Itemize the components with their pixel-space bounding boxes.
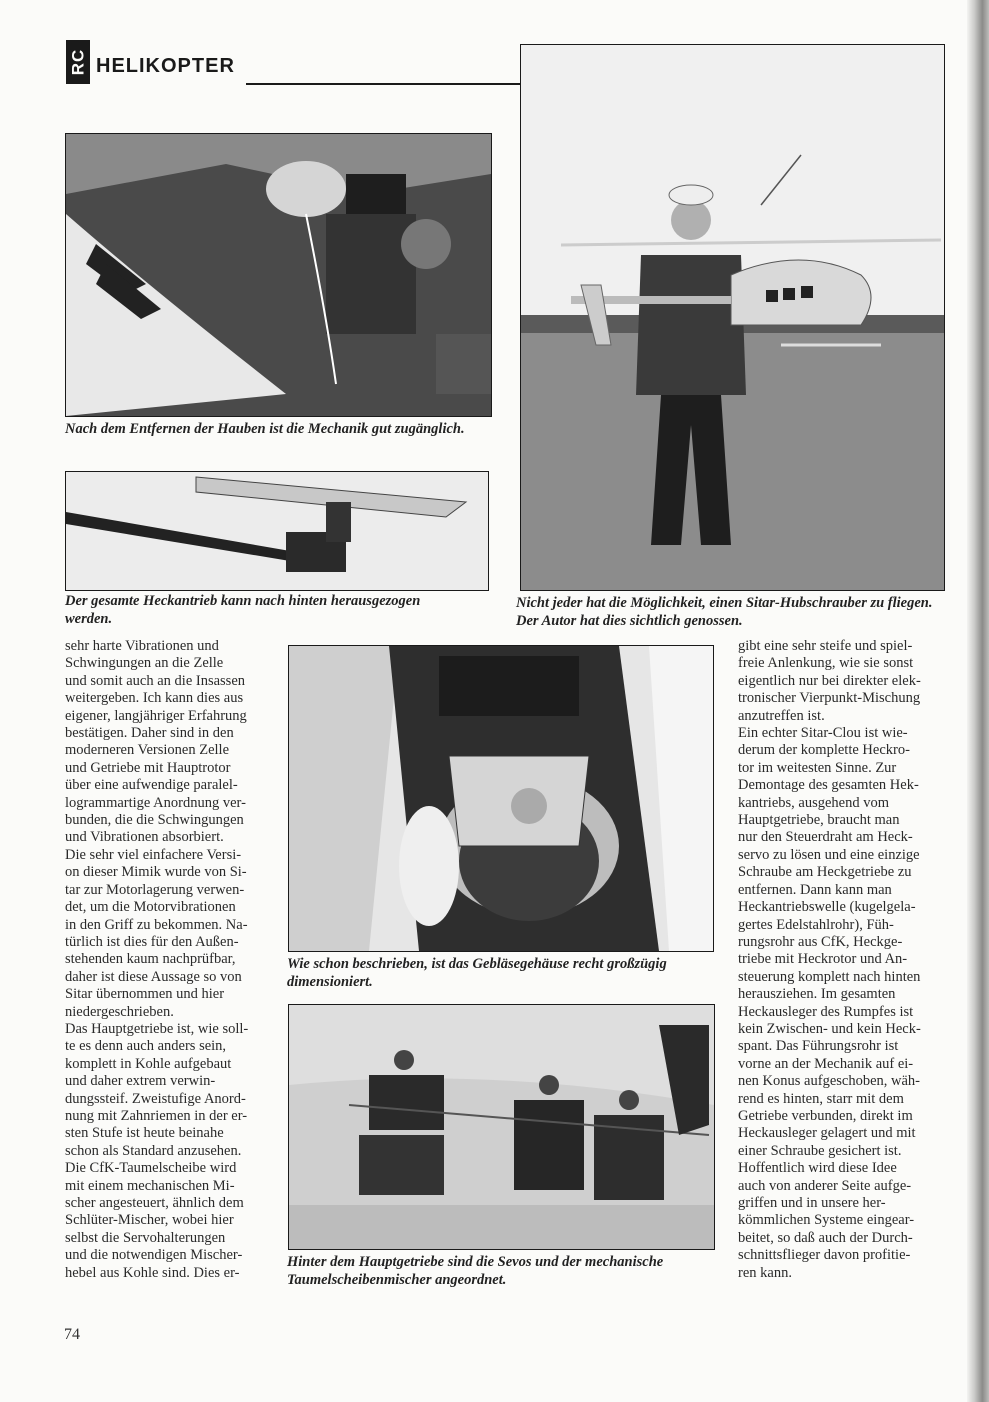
rc-logo-text: RC xyxy=(68,48,87,76)
page-number: 74 xyxy=(64,1326,80,1343)
text-column-left: sehr harte Vibrationen und Schwingungen an die Zelle und somit auch an die Insassen weitergeben. Ich kann dies aus eigener, langjähriger Erfahrung bestätigen. Daher sind in den moderneren Versionen Zelle und Getriebe mit Hauptrotor über eine aufwendige paralel- logrammartige Anordnung ver- bunden, die die Schwingungen und Vibrationen absorbiert. Die sehr viel einfachere Versi- on dieser Mimik wurde von Si- tar zur Motorlagerung verwen- det, um die Motorvibrationen in den Griff zu bekommen. Na- türlich ist dies für den Außen- stehenden kaum nachprüfbar, daher ist diese Aussage so von Sitar übernommen und hier niedergeschrieben. Das Hauptgetriebe ist, wie soll- te es denn auch anders sein, komplett in Kohle aufgebaut und daher extrem verwin- dungssteif. Zweistufige Anord- nung mit Zahnriemen in der er- sten Stufe ist heute beinahe schon als Standard anzusehen. Die CfK-Taumelscheibe wird mit einem mechanischen Mi- scher angesteuert, ähnlich dem Schlüter-Mischer, wobei hier selbst die Servohalterungen und die notwendigen Mischer- hebel aus Kohle sind. Dies er- xyxy=(65,638,249,1281)
page-binding-edge xyxy=(967,0,989,1402)
rc-logo xyxy=(66,40,90,84)
caption-photo2: Der gesamte Heckantrieb kann nach hinten herausgezogen werden. xyxy=(65,593,421,627)
caption-photo1: Nach dem Entfernen der Hauben ist die Mechanik gut zugänglich. xyxy=(65,421,465,437)
photo-blower-housing xyxy=(288,645,714,952)
photo-servos-mixer xyxy=(288,1004,715,1250)
photo-tail-drive xyxy=(65,471,489,591)
photo-pilot-helicopter xyxy=(520,44,945,591)
header-rule xyxy=(246,83,520,85)
caption-photo4: Wie schon beschrieben, ist das Gebläsegehäuse recht großzügig dimensioniert. xyxy=(287,956,667,990)
section-title: HELIKOPTER xyxy=(96,55,235,77)
caption-photo5: Hinter dem Hauptgetriebe sind die Sevos und der mechanische Taumelscheibenmischer angeordnet. xyxy=(287,1254,664,1288)
caption-photo3: Nicht jeder hat die Möglichkeit, einen Sitar-Hubschrauber zu fliegen. Der Autor hat dies sichtlich genossen. xyxy=(516,595,933,629)
text-column-right: gibt eine sehr steife und spiel- freie Anlenkung, wie sie sonst eigentlich nur bei direkter elek- tronischer Vierpunkt-Mischung anzutreffen ist. Ein echter Sitar-Clou ist wie- derum der komplette Heckro- tor im weitesten Sinne. Zur Demontage des gesamten Hek- kantriebs, ausgehend vom Hauptgetriebe, braucht man nur den Steuerdraht am Heck- servo zu lösen und eine einzige Schraube am Heckgetriebe zu entfernen. Dann kann man Heckantriebswelle (kugelgela- gertes Edelstahlrohr), Füh- rungsrohr aus CfK, Heckge- triebe mit Heckrotor und An- steuerung komplett nach hinten herausziehen. Im gesamten Heckausleger des Rumpfes ist kein Zwischen- und kein Heck- spant. Das Führungsrohr ist vorne an der Mechanik auf ei- nen Konus aufgeschoben, wäh- rend es hinten, starr mit dem Getriebe verbunden, direkt im Heckausleger gelagert und mit einer Schraube gesichert ist. Hoffentlich wird diese Idee auch von anderer Seite aufge- griffen und in unsere her- kömmlichen Systeme eingear- beitet, so daß auch der Durch- schnittsflieger davon profitie- ren kann. xyxy=(738,638,921,1281)
photo-mechanics xyxy=(65,133,492,417)
